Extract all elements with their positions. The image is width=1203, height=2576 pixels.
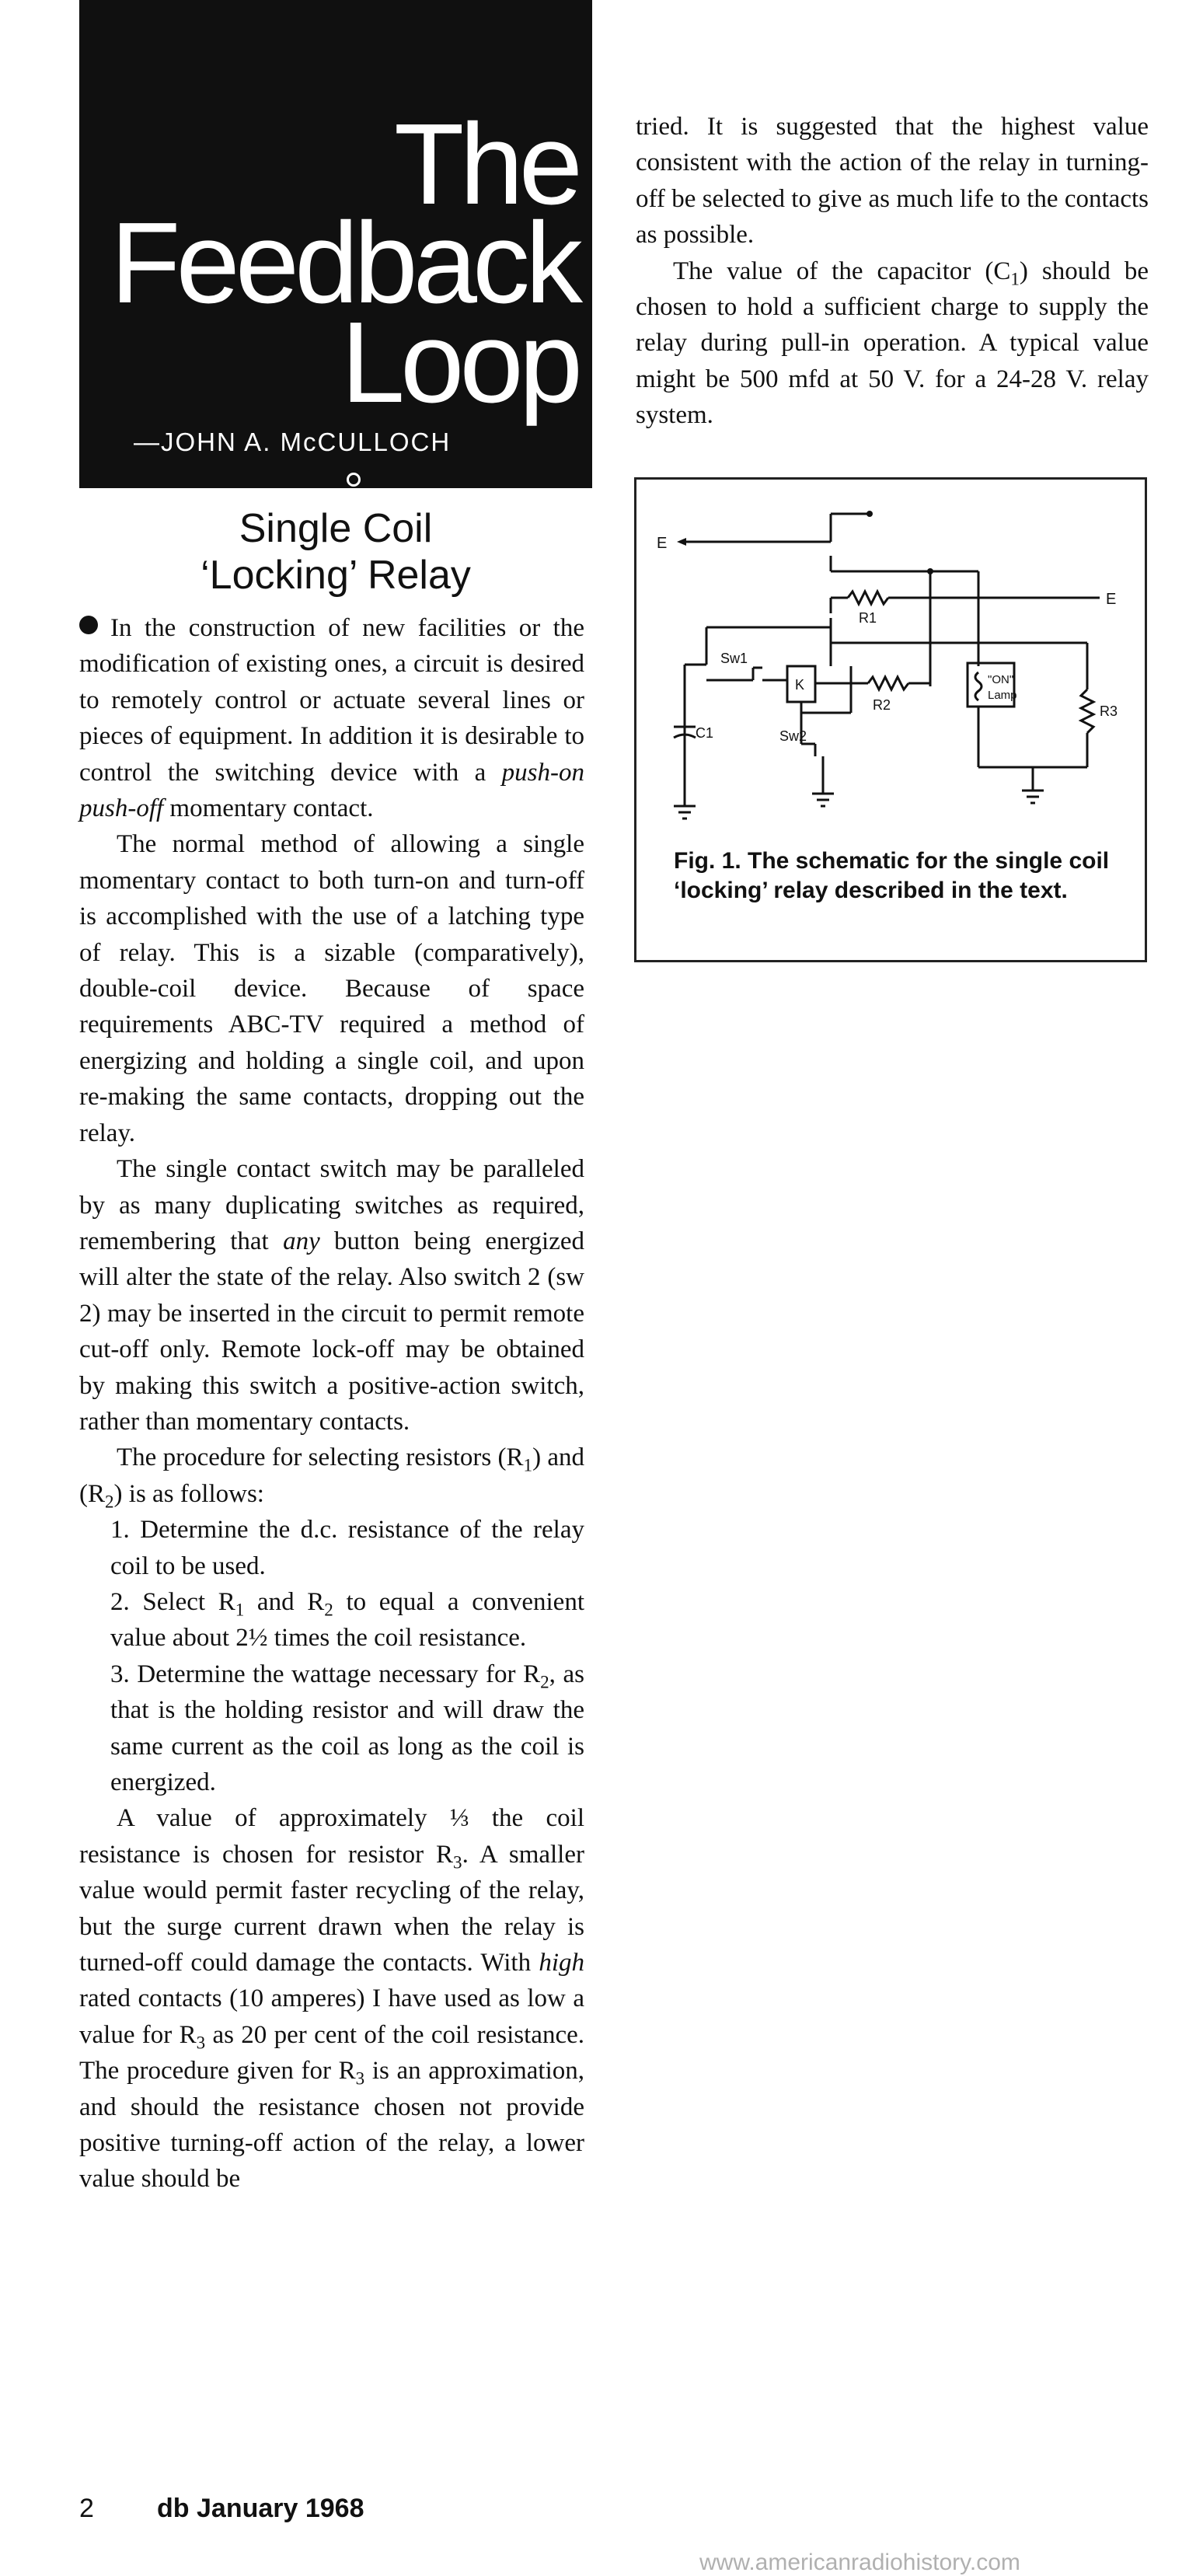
p3-text: The single contact switch may be paralleled by as many duplicating switches as required, remembering that bbox=[79, 1155, 584, 1255]
right-text-column bbox=[636, 109, 1149, 434]
paragraph-resistor-r3 bbox=[79, 1800, 584, 2197]
paragraph-procedure bbox=[79, 1440, 584, 1512]
column-header-block bbox=[79, 0, 592, 488]
p6-b: ) should be chosen to hold a sufficient charge to supply the relay during pull-in operation. A typical value might be 500 mfd at 50 V. for a 24-28 V. relay system. bbox=[636, 257, 1149, 430]
p5-emphasis: high bbox=[539, 1949, 584, 1977]
intro-text: In the construction of new facilities or the modification of existing ones, a circuit is desired to remotely control or actuate several lines or pieces of equipment. In addition it is desirable to control the switching device with a bbox=[79, 614, 584, 787]
source-watermark: www.americanradiohistory.com bbox=[699, 2550, 1020, 2575]
column-title bbox=[110, 100, 578, 427]
paragraph-switch-parallel bbox=[79, 1151, 584, 1440]
p3-text-end: button being energized will alter the state of the relay. Also switch 2 (sw 2) may be inserted in the circuit to permit remote cut-off only. Remote lock-off may be obtained by making this switch a positive-action switch, rather than momentary contacts. bbox=[79, 1227, 584, 1436]
article-title bbox=[79, 505, 592, 599]
figure-schematic bbox=[634, 477, 1147, 962]
paragraph-capacitor bbox=[636, 253, 1149, 434]
step3-a: 3. Determine the wattage necessary for R bbox=[110, 1660, 541, 1688]
step2-b: and R bbox=[244, 1587, 325, 1616]
step3-b: , as that is the holding resistor and will draw the same current as the coil as long as the coil is energized. bbox=[110, 1660, 584, 1796]
step2-sub1: 1 bbox=[235, 1599, 245, 1620]
p6-a: The value of the capacitor (C bbox=[673, 257, 1011, 285]
registration-mark bbox=[347, 473, 361, 487]
intro-emphasis: push-on push-off bbox=[79, 758, 584, 823]
lamp-filament-icon bbox=[975, 672, 982, 700]
step2-sub2: 2 bbox=[324, 1599, 333, 1620]
p5-sub1: 3 bbox=[453, 1852, 462, 1873]
column-title-line-2: Feedback bbox=[110, 199, 578, 328]
junction-dot-icon bbox=[927, 568, 933, 574]
label-c1: C1 bbox=[696, 725, 714, 741]
procedure-step-1: 1. Determine the d.c. resistance of the relay coil to be used. bbox=[110, 1516, 584, 1580]
intro-paragraph bbox=[79, 610, 584, 826]
article-title-line-1: Single Coil bbox=[239, 506, 433, 551]
intro-text-end: momentary contact. bbox=[163, 794, 374, 823]
p6-sub: 1 bbox=[1010, 268, 1020, 289]
label-sw2: Sw2 bbox=[779, 728, 807, 744]
p5-e-left: is an approximation, and should the resistance chosen not provide positive turning-off action of the relay, a lower value should be bbox=[79, 2057, 585, 2194]
label-sw1: Sw1 bbox=[720, 651, 748, 666]
step2-a: 2. Select R bbox=[110, 1587, 235, 1616]
paragraph-resistor-r3-continued bbox=[636, 109, 1149, 253]
label-r3: R3 bbox=[1100, 703, 1118, 719]
left-text-column bbox=[79, 610, 584, 2197]
p4-c: ) is as follows: bbox=[113, 1479, 264, 1508]
p5-c: rated contacts (10 amperes) I have used as low a value for R bbox=[79, 1984, 584, 2049]
p5-sub3: 3 bbox=[355, 2068, 365, 2089]
page-number: 2 bbox=[79, 2494, 94, 2523]
p4-sub1: 1 bbox=[523, 1454, 533, 1475]
p4-sub2: 2 bbox=[105, 1491, 114, 1512]
contact-dot-icon bbox=[867, 511, 873, 517]
p5-a: A value of approximately ⅓ the coil resistance is chosen for resistor R bbox=[79, 1804, 584, 1869]
label-r1: R1 bbox=[859, 610, 877, 626]
issue-date: January 1968 bbox=[197, 2494, 364, 2523]
issue-line bbox=[157, 2494, 364, 2524]
p3-emphasis: any bbox=[283, 1227, 320, 1255]
p5-e-right: tried. It is suggested that the highest value consistent with the action of the relay in turning-off be selected to give as much life to the contacts as possible. bbox=[636, 113, 1149, 250]
column-title-line-3: Loop bbox=[340, 298, 578, 427]
procedure-step-3 bbox=[110, 1656, 584, 1801]
step2-c: to equal a convenient value about 2½ times the coil resistance. bbox=[110, 1587, 584, 1653]
figure-caption: Fig. 1. The schematic for the single coil ‘locking’ relay described in the text. bbox=[674, 848, 1110, 903]
step3-sub: 2 bbox=[540, 1671, 549, 1692]
p5-d: as 20 per cent of the coil resistance. The procedure given for R bbox=[79, 2020, 584, 2086]
label-e-right: E bbox=[1106, 591, 1117, 608]
column-title-line-1: The bbox=[393, 100, 578, 229]
magazine-name: db bbox=[157, 2494, 190, 2523]
label-k: K bbox=[795, 677, 805, 693]
relay-schematic-diagram bbox=[636, 480, 1145, 837]
p5-sub2: 3 bbox=[196, 2032, 206, 2053]
ground-symbols bbox=[674, 791, 1044, 819]
article-title-line-2: ‘Locking’ Relay bbox=[200, 553, 471, 598]
procedure-steps bbox=[79, 1512, 584, 1800]
p4-a: The procedure for selecting resistors (R bbox=[117, 1443, 524, 1472]
e-left-arrow-icon bbox=[677, 538, 686, 546]
paragraph-latching-relay: The normal method of allowing a single momentary contact to both turn-on and turn-off is accomplished with the use of a latching type of relay. This is a sizable (comparatively), double-coil device. Because of space requirements ABC-TV required a method of energizing and holding a single coil, and upon re-making the same contacts, dropping out the relay. bbox=[79, 830, 584, 1147]
label-lamp-on: "ON" bbox=[988, 673, 1014, 686]
procedure-step-2 bbox=[110, 1584, 584, 1656]
p5-b: . A smaller value would permit faster recycling of the relay, but the surge current drawn when the relay is turned-off could damage the contacts. With bbox=[79, 1840, 584, 1977]
bullet-icon bbox=[79, 616, 98, 634]
label-e-left: E bbox=[657, 535, 668, 552]
column-author: —JOHN A. McCULLOCH bbox=[134, 428, 452, 456]
label-lamp: Lamp bbox=[988, 689, 1017, 702]
p4-b: ) and (R bbox=[79, 1443, 585, 1508]
label-r2: R2 bbox=[873, 697, 891, 713]
